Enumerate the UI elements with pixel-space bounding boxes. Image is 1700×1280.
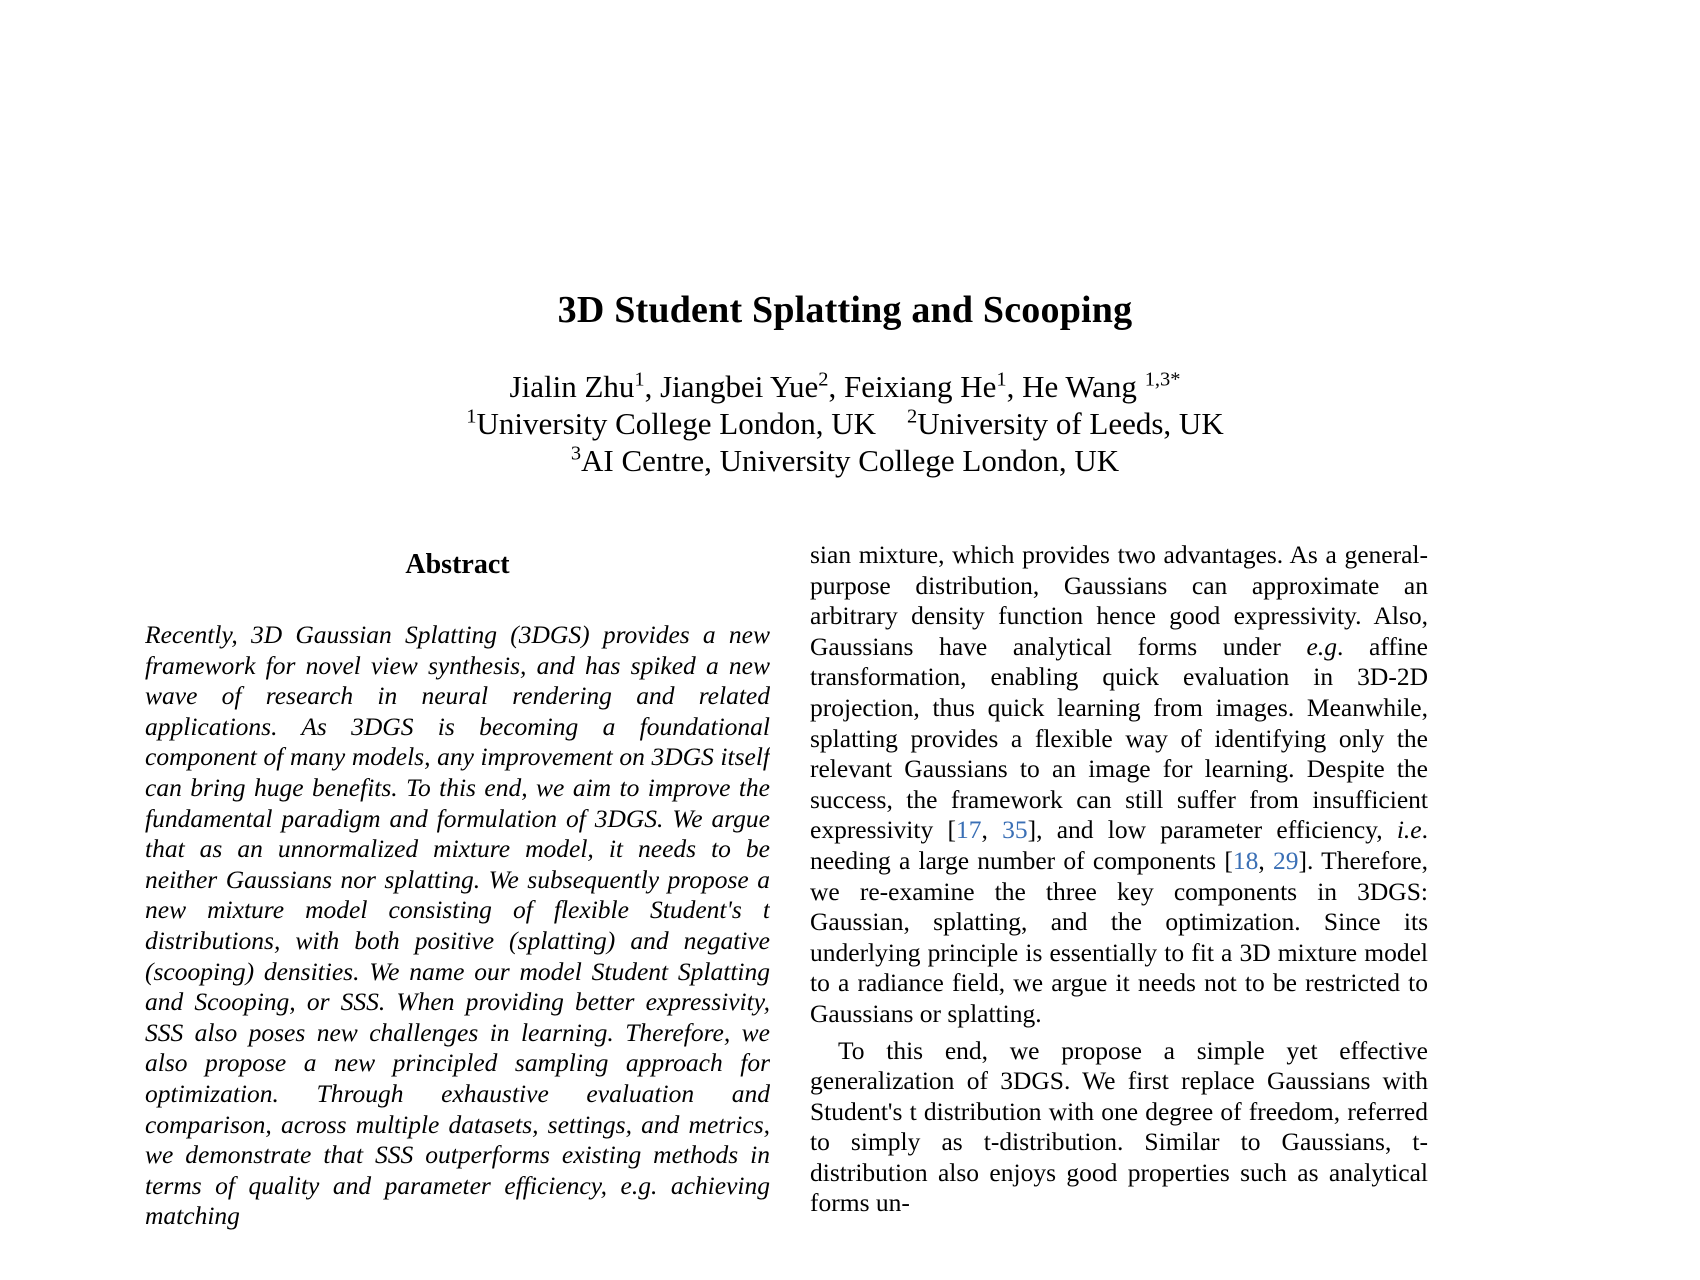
introduction-column [810,540,1428,1280]
author-3-affiliation-marker: 1 [996,368,1007,391]
author-4-name: He Wang [1022,369,1137,404]
affiliation-1-marker: 1 [466,405,477,428]
intro-paragraph-1 [810,540,1428,1030]
affiliation-2-marker: 2 [907,405,918,428]
author-1-affiliation-marker: 1 [634,368,645,391]
author-line [120,368,1570,405]
intro-p1-seg-c: , [981,815,1003,845]
citation-link-18[interactable]: 18 [1232,845,1259,875]
affiliation-1-text: University College London, UK [476,406,876,441]
author-separator-2: , [828,369,844,404]
abstract-column [145,540,770,1280]
affiliation-3-text: AI Centre, University College London, UK [581,443,1120,478]
author-3-name: Feixiang He [843,369,997,404]
intro-paragraph-2: To this end, we propose a simple yet effective generalization of 3DGS. We first replace Gaussians with Student's t distribution with one degree of freedom, referred to simply as t-distribution. Similar to Gaussians, t-distribution also enjoys good properties such as analytical forms un- [810,1035,1428,1218]
author-1-name: Jialin Zhu [509,369,635,404]
intro-p1-seg-g: ]. Therefore, we re-examine the three key components in 3DGS: Gaussian, splatting, and the optimization. Since its underlying principle is essentially to fit a 3D mixture model to a radiance field, we argue it needs not to be restricted to Gaussians or splatting. [810,845,1428,1028]
citation-link-17[interactable]: 17 [955,815,982,845]
abstract-text: Recently, 3D Gaussian Splatting (3DGS) provides a new framework for novel view synthesis, and has spiked a new wave of research in neural rendering and related applications. As 3DGS is becoming a foundational component of many models, any improvement on 3DGS itself can bring huge benefits. To this end, we aim to improve the fundamental paradigm and formulation of 3DGS. We argue that as an unnormalized mixture model, it needs to be neither Gaussians nor splatting. We subsequently propose a new mixture model consisting of flexible Student's t distributions, with both positive (splatting) and negative (scooping) densities. We name our model Student Splatting and Scooping, or SSS. When providing better expressivity, SSS also poses new challenges in learning. Therefore, we also propose a new principled sampling approach for optimization. Through exhaustive evaluation and comparison, across multiple datasets, settings, and metrics, we demonstrate that SSS outperforms existing methods in terms of quality and parameter efficiency, e.g. achieving matching [145,620,770,1231]
author-4-affiliation-marker: 1,3* [1144,368,1181,391]
affiliation-line-2 [120,442,1570,479]
intro-p1-italic-eg: e.g [1306,631,1337,661]
author-affiliation-block [120,368,1570,479]
citation-link-29[interactable]: 29 [1272,845,1299,875]
intro-p1-italic-ie: i.e [1396,815,1422,845]
author-2-affiliation-marker: 2 [818,368,829,391]
intro-p1-seg-b: . affine transformation, enabling quick evaluation in 3D-2D projection, thus quick learning from images. Meanwhile, splatting provides a flexible way of identifying only the relevant Gaussians to an image for learning. Despite the success, the framework can still suffer from insufficient expressivity [ [810,631,1428,845]
affiliation-3-marker: 3 [570,442,582,465]
citation-link-35[interactable]: 35 [1002,815,1028,845]
intro-p1-seg-e: . needing a large number of components [ [810,815,1428,875]
author-separator-1: , [644,369,661,404]
author-2-name: Jiangbei Yue [660,369,819,404]
abstract-heading: Abstract [405,549,510,580]
intro-p1-seg-a: sian mixture, which provides two advantages. As a general-purpose distribution, Gaussians can approximate an arbitrary density function hence good expressivity. Also, Gaussians have analytical forms under [810,540,1428,661]
intro-p1-seg-d: ], and low parameter efficiency, [1027,815,1397,845]
affiliation-2-text: University of Leeds, UK [917,406,1224,441]
intro-p1-seg-f: , [1258,845,1273,875]
affiliation-line-1 [120,405,1570,442]
author-separator-3: , [1006,369,1023,404]
page-title: 3D Student Splatting and Scooping [557,289,1133,332]
